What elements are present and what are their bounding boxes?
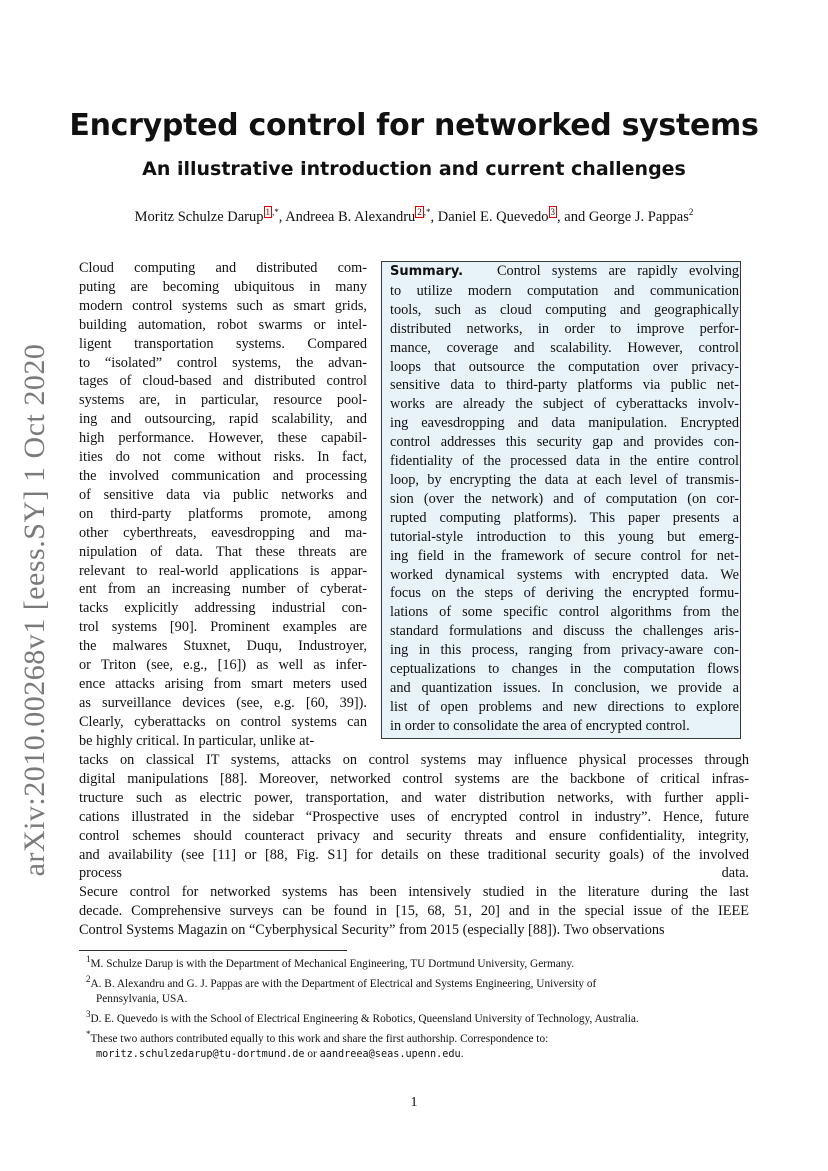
text-line: and availability (see [11] or [88, Fig. S1] for details on these traditional security goals) of the involved <box>79 846 749 863</box>
equal-contribution-mark: ,* <box>423 207 431 217</box>
summary-line: tutorial-style introduction to this young but emerg- <box>390 528 739 545</box>
text-line: systems are, in particular, resource pool- <box>79 392 367 409</box>
text-line: Secure control for networked systems has been intensively studied in the literature during the last <box>79 884 749 901</box>
text-line: puting are becoming ubiquitous in many <box>79 278 367 295</box>
email-link[interactable]: moritz.schulzedarup@tu-dortmund.de <box>96 1049 305 1061</box>
author-name: , Daniel E. Quevedo <box>430 208 549 225</box>
summary-line: sensitive data to third-party platforms via public net- <box>390 377 739 394</box>
text-line: relevant to real-world applications is appar- <box>79 562 367 579</box>
correspondence-emails <box>86 1047 750 1062</box>
text-line: to “isolated” control systems, the advan- <box>79 354 367 371</box>
text-line: be highly critical. In particular, unlike at- <box>79 732 315 749</box>
text-line: tages of cloud-based and distributed control <box>79 373 367 390</box>
footnote-text: Pennsylvania, USA. <box>96 992 188 1005</box>
text-line: as surveillance devices (see, e.g. [60, 39]). <box>79 694 367 711</box>
author-name: , and George J. Pappas <box>557 208 689 225</box>
footnote-divider <box>79 950 347 951</box>
email-separator: or <box>304 1048 320 1061</box>
footnotes <box>86 952 750 1062</box>
email-link[interactable]: aandreea@seas.upenn.edu <box>319 1049 461 1061</box>
text-line: on third-party platforms promote, among <box>79 505 367 522</box>
footnote <box>86 1027 750 1047</box>
text-line: high performance. However, these capabil- <box>79 430 367 447</box>
affiliation-mark: 2 <box>688 207 694 217</box>
body-text <box>79 751 749 940</box>
footnote <box>86 972 750 992</box>
summary-line: ceptualizations to changes in the computation flows <box>390 661 739 678</box>
text-line: the malwares Stuxnet, Duqu, Industroyer, <box>79 638 367 655</box>
text-line: tructure such as electric power, transportation, and water distribution networks, with further appli- <box>79 789 749 806</box>
page-number: 1 <box>410 1095 418 1110</box>
affiliation-link[interactable]: 1 <box>265 207 271 217</box>
summary-line: distributed networks, in order to improve perfor- <box>390 320 739 337</box>
summary-line <box>390 262 739 282</box>
footnote <box>86 992 750 1007</box>
text-line: process data. <box>79 865 749 882</box>
summary-line: ing in this process, ranging from privacy-aware con- <box>390 642 739 659</box>
author-name: Moritz Schulze Darup <box>134 208 264 225</box>
text-line: ent from an increasing number of cyberat- <box>79 581 367 598</box>
text-line: nipulation of data. That these threats are <box>79 543 367 560</box>
summary-line: and quantization issues. In conclusion, we provide a <box>390 679 739 696</box>
footnote-mark: 2 <box>86 973 91 984</box>
text-line: building automation, robot swarms or intel- <box>79 316 367 333</box>
summary-line-text: Control systems are rapidly evolving <box>496 263 739 279</box>
intro-left-column <box>79 259 367 751</box>
summary-text <box>390 262 739 736</box>
author-list <box>0 207 828 226</box>
summary-line: rupted computing platforms). This paper presents a <box>390 509 739 526</box>
text-line: other cyberthreats, eavesdropping and ma- <box>79 524 367 541</box>
text-line: the involved communication and processing <box>79 467 367 484</box>
summary-line: standard formulations and discuss the challenges aris- <box>390 623 739 640</box>
text-line: digital manipulations [88]. Moreover, networked control systems are the backbone of critical infras- <box>79 770 749 787</box>
text-line: Cloud computing and distributed com- <box>79 260 367 276</box>
footnote-mark: 3 <box>86 1009 91 1020</box>
affiliation-link[interactable]: 3 <box>550 207 556 217</box>
footnote-mark: * <box>86 1029 91 1040</box>
text-line: modern control systems such as smart grids, <box>79 297 367 314</box>
summary-line: list of open problems and new directions to explore <box>390 698 739 715</box>
summary-line: works are already the subject of cyberattacks involv- <box>390 396 739 413</box>
text-line: control schemes should counteract privacy and security threats and ensure confidentiality, integrity, <box>79 827 749 844</box>
summary-line: worked dynamical systems with encrypted data. We <box>390 566 739 583</box>
text-line: ligent transportation systems. Compared <box>79 335 367 352</box>
summary-line: focus on the steps of deriving the encrypted formu- <box>390 585 739 602</box>
email-end-punct: . <box>460 1048 464 1061</box>
text-line: ence attacks arising from smart meters used <box>79 675 367 692</box>
summary-line: tools, such as cloud computing and geographically <box>390 301 739 318</box>
text-line: Control Systems Magazin on “Cyberphysical Security” from 2015 (especially [88]). Two observations <box>79 922 665 939</box>
footnote <box>86 1007 750 1027</box>
equal-contribution-mark: ,* <box>272 207 279 217</box>
arxiv-stamp-text: arXiv:2010.00268v1 [eess.SY] 1 Oct 2020 <box>18 343 51 877</box>
summary-line: ing field in the framework of secure control for net- <box>390 547 739 564</box>
summary-line: mance, coverage and scalability. However, control <box>390 339 739 356</box>
footnote-text: These two authors contributed equally to this work and share the first authorship. Correspondence to: <box>90 1032 549 1045</box>
summary-line: in order to consolidate the area of encrypted control. <box>390 717 690 734</box>
author-name: , Andreea B. Alexandru <box>278 208 416 225</box>
text-line: ing and outsourcing, rapid scalability, and <box>79 411 367 428</box>
text-line: ities do not come without risks. In fact, <box>79 449 367 466</box>
text-line: cations illustrated in the sidebar “Prospective uses of encrypted control in industry”. Hence, future <box>79 808 749 825</box>
text-line: Clearly, cyberattacks on control systems can <box>79 713 367 730</box>
text-line: trol systems [90]. Prominent examples are <box>79 619 367 636</box>
footnote-text: A. B. Alexandru and G. J. Pappas are with the Department of Electrical and Systems Engineering, University of <box>90 977 597 990</box>
affiliation-link[interactable]: 2 <box>417 207 422 217</box>
footnote-text: D. E. Quevedo is with the School of Electrical Engineering & Robotics, Queensland University of Technology, Australia. <box>90 1012 639 1025</box>
text-line: tacks on classical IT systems, attacks on control systems may influence physical processes through <box>79 752 749 768</box>
summary-line: ing eavesdropping and data manipulation. Encrypted <box>390 415 739 432</box>
text-line: of sensitive data via public networks and <box>79 486 367 503</box>
summary-line: lations of some specific control algorithms from the <box>390 604 739 621</box>
paper-subtitle: An illustrative introduction and current challenges <box>142 158 686 180</box>
arxiv-identifier-stamp <box>18 343 51 877</box>
summary-line: to utilize modern computation and communication <box>390 282 739 299</box>
summary-line: sion (over the network) and of computation (on cor- <box>390 490 739 507</box>
summary-line: loop, by encrypting the data at each level of transmis- <box>390 471 739 488</box>
text-line: decade. Comprehensive surveys can be found in [15, 68, 51, 20] and in the special issue of the IEEE <box>79 903 749 920</box>
footnote <box>86 952 750 972</box>
summary-line: loops that outsource the computation over privacy- <box>390 358 739 375</box>
footnote-text: M. Schulze Darup is with the Department of Mechanical Engineering, TU Dortmund University, Germany. <box>90 957 575 970</box>
text-line: or Triton (see, e.g., [16]) as well as infer- <box>79 657 367 674</box>
footnote-mark: 1 <box>86 954 91 964</box>
summary-label: Summary. <box>390 264 464 279</box>
summary-line: fidentiality of the processed data in the entire control <box>390 453 739 470</box>
paper-title: Encrypted control for networked systems <box>69 108 759 143</box>
text-line: tacks explicitly addressing industrial con- <box>79 600 367 617</box>
summary-line: control addresses this security gap and provides con- <box>390 434 739 451</box>
